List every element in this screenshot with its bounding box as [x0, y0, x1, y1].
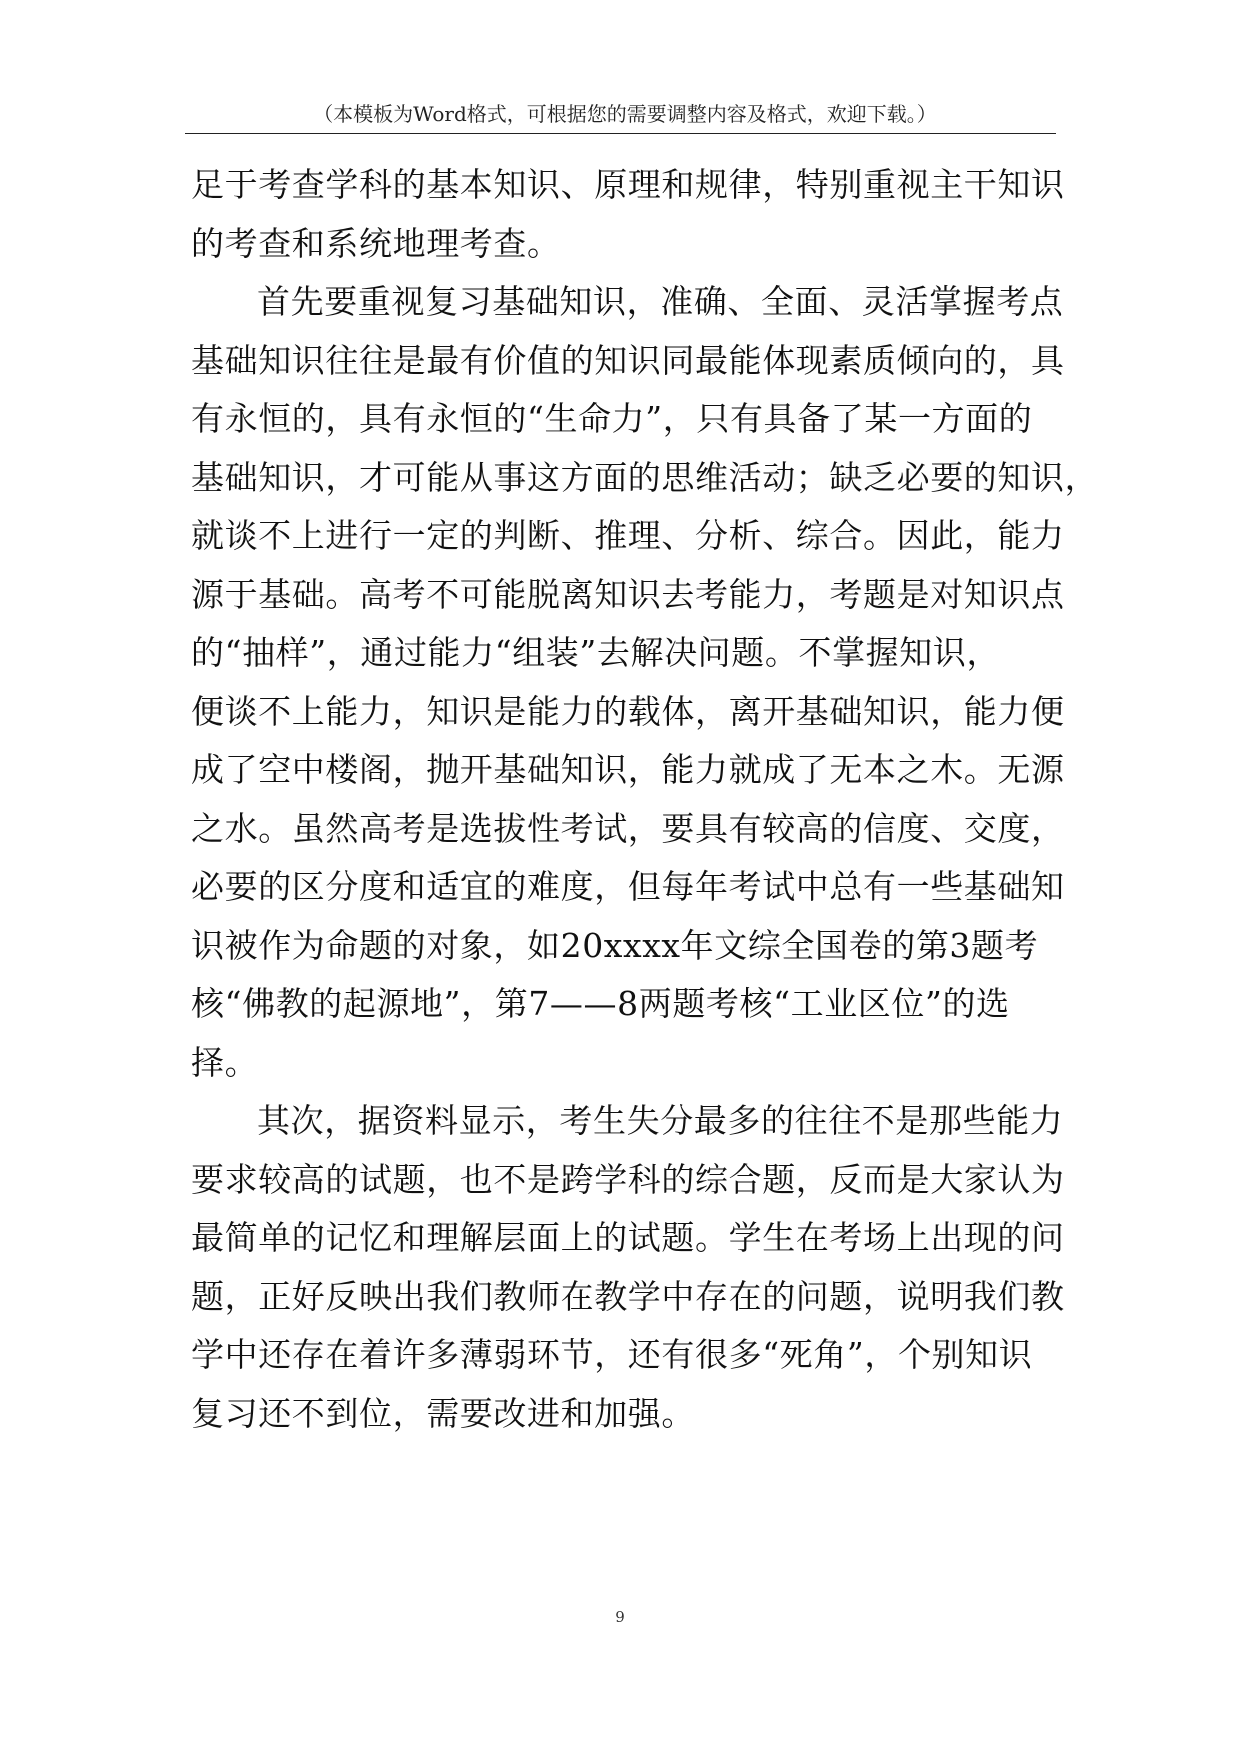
body-line: 学中还存在着许多薄弱环节，还有很多“死角”，个别知识 [191, 1335, 1033, 1374]
body-line: 基础知识往往是最有价值的知识同最能体现素质倾向的，具 [191, 340, 1065, 380]
body-line: 成了空中楼阁，抛开基础知识，能力就成了无本之木。无源 [191, 750, 1065, 789]
body-line: 择。 [191, 1042, 259, 1082]
body-line: 核“佛教的起源地”，第7——8两题考核“工业区位”的选 [191, 984, 1010, 1023]
body-line: 必要的区分度和适宜的难度，但每年考试中总有一些基础知 [191, 867, 1065, 906]
body-line: 要求较高的试题，也不是跨学科的综合题，反而是大家认为 [191, 1159, 1065, 1199]
body-line: 识被作为命题的对象，如20xxxx年文综全国卷的第3题考 [191, 925, 1039, 965]
body-line: 源于基础。高考不可能脱离知识去考能力，考题是对知识点 [191, 574, 1065, 614]
body-line: 之水。虽然高考是选拔性考试，要具有较高的信度、交度， [191, 808, 1065, 848]
body-line: 题，正好反映出我们教师在教学中存在的问题，说明我们教 [191, 1276, 1065, 1316]
body-line: 便谈不上能力，知识是能力的载体，离开基础知识，能力便 [191, 691, 1065, 731]
body-line: 有永恒的，具有永恒的“生命力”，只有具备了某一方面的 [191, 399, 1033, 438]
body-line: 基础知识，才可能从事这方面的思维活动；缺乏必要的知识， [191, 457, 1099, 497]
page-number: 9 [615, 1608, 625, 1626]
body-line: 就谈不上进行一定的判断、推理、分析、综合。因此，能力 [191, 516, 1065, 555]
body-line: 复习还不到位，需要改进和加强。 [191, 1393, 695, 1433]
paragraph-start-line: 其次，据资料显示，考生失分最多的往往不是那些能力 [257, 1101, 1064, 1140]
body-line: 足于考查学科的基本知识、原理和规律，特别重视主干知识 [191, 165, 1065, 204]
body-line: 的考查和系统地理考查。 [191, 223, 561, 263]
body-line: 最简单的记忆和理解层面上的试题。学生在考场上出现的问 [191, 1218, 1065, 1257]
body-line: 的“抽样”，通过能力“组装”去解决问题。不掌握知识， [191, 633, 1001, 672]
document-body [191, 156, 1099, 1443]
template-header-note: （本模板为Word格式，可根据您的需要调整内容及格式，欢迎下载。） [313, 102, 937, 126]
paragraph-start-line: 首先要重视复习基础知识，准确、全面、灵活掌握考点 [257, 282, 1064, 321]
header-divider [185, 133, 1056, 134]
